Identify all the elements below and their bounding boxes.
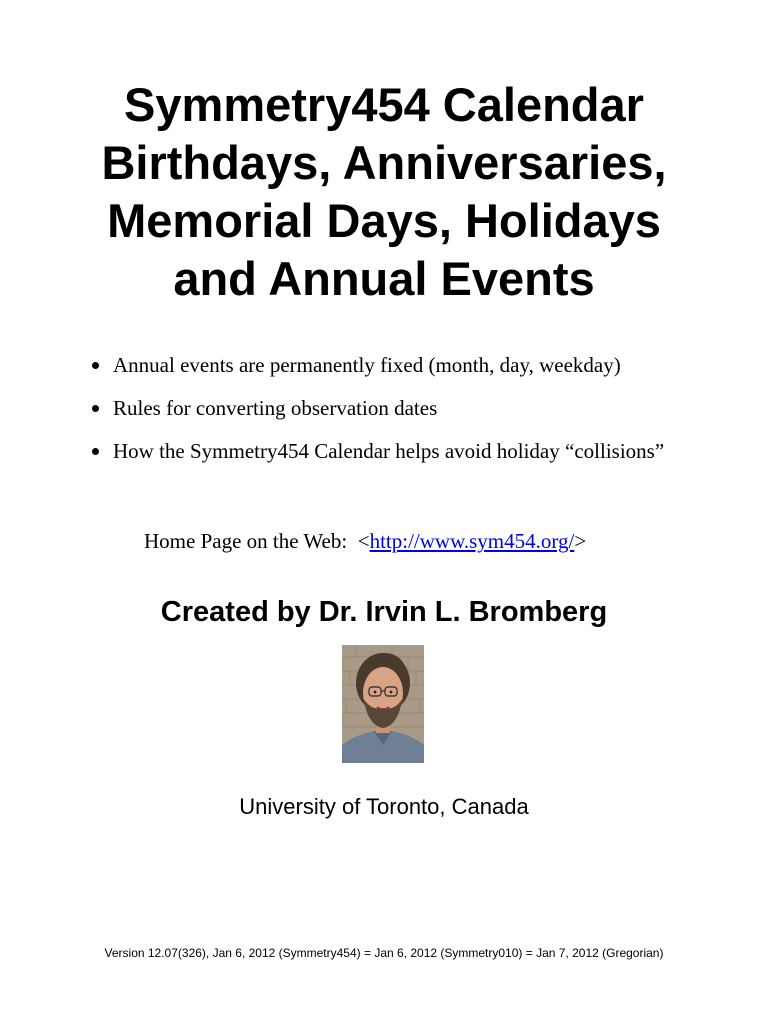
list-item xyxy=(92,391,664,434)
feature-list xyxy=(92,348,664,477)
version-footer: Version 12.07(326), Jan 6, 2012 (Symmetry454) = Jan 6, 2012 (Symmetry010) = Jan 7, 2012 (Gregorian) xyxy=(104,946,664,960)
list-item xyxy=(92,348,664,391)
bullet-icon xyxy=(92,405,99,412)
bullet-icon xyxy=(92,362,99,369)
list-item-text: Annual events are permanently fixed (month, day, weekday) xyxy=(113,353,621,377)
title-line-4: and Annual Events xyxy=(173,252,595,305)
document-title xyxy=(0,76,768,308)
list-item-text: Rules for converting observation dates xyxy=(113,396,438,420)
affiliation: University of Toronto, Canada xyxy=(239,794,529,819)
author-photo xyxy=(342,645,424,763)
list-item-text: How the Symmetry454 Calendar helps avoid holiday “collisions” xyxy=(113,439,665,463)
bullet-icon xyxy=(92,448,99,455)
homepage-close-bracket: > xyxy=(574,529,587,553)
homepage-link[interactable]: http://www.sym454.org/ xyxy=(369,529,575,553)
homepage-line xyxy=(144,524,586,558)
title-line-3: Memorial Days, Holidays xyxy=(107,194,661,247)
title-line-2: Birthdays, Anniversaries, xyxy=(101,136,667,189)
title-line-1: Symmetry454 Calendar xyxy=(124,78,644,131)
homepage-open-bracket: < xyxy=(357,529,370,553)
homepage-label: Home Page on the Web: xyxy=(144,529,348,553)
author-heading: Created by Dr. Irvin L. Bromberg xyxy=(160,596,608,628)
list-item xyxy=(92,434,664,477)
